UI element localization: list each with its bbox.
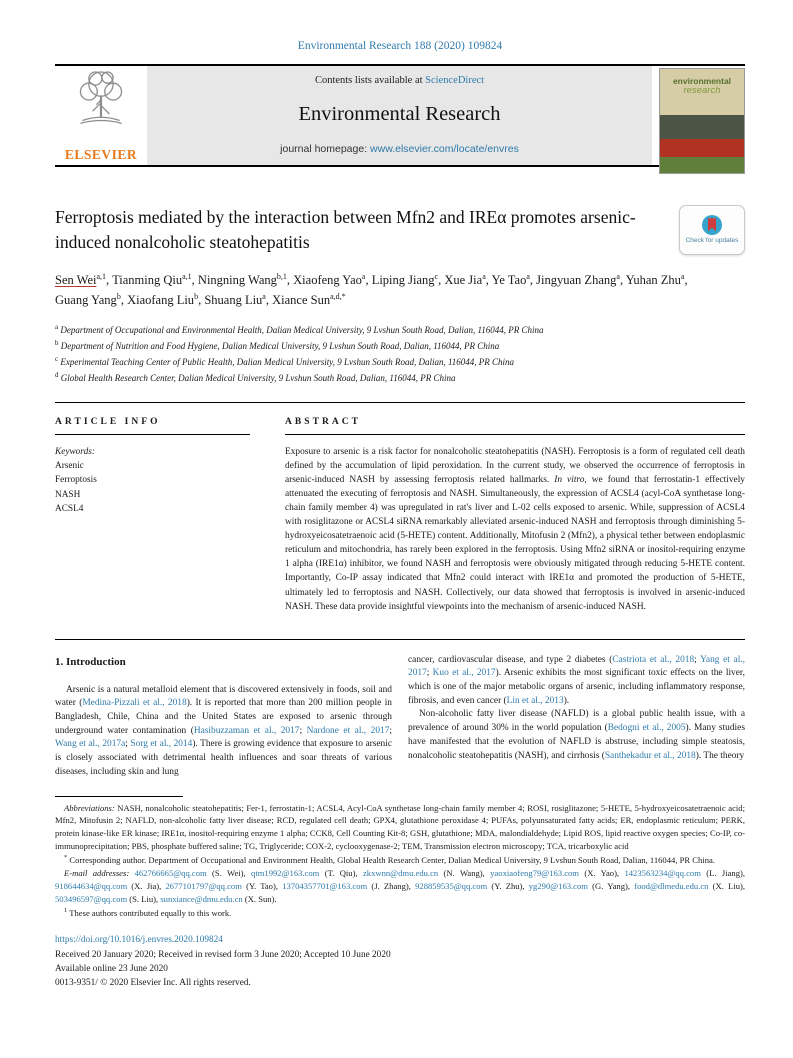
- article-footer: [55, 933, 745, 991]
- author: Ningning Wang$^{b,1}$,: [197, 271, 294, 287]
- text-segment: (L. Jiang),: [700, 867, 746, 878]
- cover-band-red: [660, 139, 744, 157]
- contents-text: Contents lists available at: [314, 75, 426, 86]
- journal-title: Environmental Research: [298, 103, 501, 125]
- email-link[interactable]: qtm1992@163.com: [251, 867, 320, 878]
- citation-link[interactable]: Castriota et al., 2018: [612, 654, 695, 665]
- text-segment: cancer, cardiovascular disease, and type 2 diabetes (: [408, 654, 613, 665]
- available-online: Available online 23 June 2020: [55, 964, 168, 975]
- citation-link[interactable]: Bedogni et al., 2005: [607, 723, 686, 734]
- section-heading-introduction: 1. Introduction: [55, 655, 126, 668]
- author: Shuang Liu$^a$,: [204, 291, 273, 307]
- email-link[interactable]: yaoxiaofeng79@163.com: [490, 867, 579, 878]
- author: Yuhan Zhu$^a$,: [625, 271, 688, 287]
- cover-band-green: [660, 157, 744, 173]
- keyword: NASH: [55, 489, 81, 500]
- email-list: [55, 868, 745, 904]
- text-segment: (S. Wei),: [206, 867, 252, 878]
- intro-right-column: [408, 654, 745, 780]
- doi-link[interactable]: https://doi.org/10.1016/j.envres.2020.109824: [55, 935, 223, 946]
- email-link[interactable]: 1423563234@qq.com: [624, 867, 701, 878]
- affiliation: $^c$ Experimental Teaching Center of Public Health, Dalian Medical University, 9 Lvshun South Road, Dalian, 116044, PR China: [55, 354, 515, 367]
- elsevier-wordmark: ELSEVIER: [64, 147, 138, 162]
- author: Xue Jia$^a$,: [444, 271, 492, 287]
- abstract-text: [285, 445, 745, 614]
- intro-paragraph: [408, 708, 745, 763]
- corresponding-author-note: [55, 853, 745, 867]
- article-info-rule: [55, 434, 250, 435]
- email-link[interactable]: 462766665@qq.com: [134, 867, 207, 878]
- author: Jingyuan Zhang$^a$,: [536, 271, 626, 287]
- abbreviations-label: Abbreviations:: [64, 802, 115, 813]
- author: Tianming Qiu$^{a,1}$,: [112, 271, 198, 287]
- text-segment: ;: [694, 654, 701, 665]
- text-segment: ;: [389, 725, 392, 736]
- check-updates-label: Check for updates: [685, 237, 739, 245]
- footnotes-section: [55, 796, 745, 920]
- masthead-center: [147, 66, 652, 165]
- article-info-heading: ARTICLE INFO: [55, 416, 161, 427]
- corresponding-author-marker: *: [64, 854, 68, 862]
- text-segment: (T. Qiu),: [319, 867, 363, 878]
- intro-left-column: [55, 654, 392, 780]
- article-title: Ferroptosis mediated by the interaction between Mfn2 and IREα promotes arsenic-induced nonalcoholic steatohepatitis: [55, 207, 636, 253]
- text-segment: (N. Wang),: [438, 867, 491, 878]
- keyword: ACSL4: [55, 504, 84, 515]
- abstract-text-segment: Exposure to arsenic is a risk factor for nonalcoholic steatohepatitis (NASH). Ferroptosis is a form of regulated cell death defined by the accumulation of lipid peroxidation. In the current study, we observed the occurrence of ferroptosis in arsenic-induced NASH by assessing ferroptosis related hallmarks.: [285, 446, 745, 485]
- affiliation: $^a$ Department of Occupational and Environmental Health, Dalian Medical University, 9 Lvshun South Road, Dalian, 116044, PR China: [55, 322, 544, 335]
- text-segment: ). The theory: [695, 750, 745, 761]
- text-segment: (X. Sun).: [242, 893, 277, 904]
- intro-paragraph: [55, 684, 392, 780]
- text-segment: (X. Liu),: [708, 880, 746, 891]
- journal-cover-thumbnail[interactable]: [659, 68, 745, 174]
- citation-link[interactable]: Medina-Pizzali et al., 2018: [82, 698, 187, 709]
- email-link[interactable]: 503496597@qq.com: [55, 893, 128, 904]
- text-segment: ;: [299, 725, 307, 736]
- keywords-label: Keywords:: [55, 446, 95, 457]
- footnote-divider: [55, 796, 183, 797]
- text-segment: Non-alcoholic fatty liver disease (NAFLD) is a global public health issue, with a prevalence of around 30% in the world population (: [408, 709, 745, 734]
- text-segment: ). Arsenic exhibits the most significant toxic effects on the liver, which is one of the major metabolic organs of arsenic, including inflammatory response, fibrosis, and even cancer (: [408, 668, 745, 706]
- cover-title-line1: environmental: [672, 76, 732, 86]
- homepage-label: journal homepage:: [280, 143, 371, 155]
- copyright-line: 0013-9351/ © 2020 Elsevier Inc. All rights reserved.: [55, 978, 251, 989]
- citation-link[interactable]: Sorg et al., 2014: [130, 739, 193, 750]
- keyword-list: [55, 459, 250, 517]
- email-addresses-note: [55, 867, 745, 906]
- contents-line: [147, 75, 652, 86]
- keyword: Ferroptosis: [55, 475, 97, 486]
- author: Ye Tao$^a$,: [491, 271, 537, 287]
- affiliation: $^d$ Global Health Research Center, Dalian Medical University, 9 Lvshun South Road, Dalian, 116044, PR China: [55, 370, 456, 383]
- email-addresses-label: E-mail addresses:: [64, 867, 130, 878]
- abstract-heading: ABSTRACT: [285, 416, 362, 427]
- equal-contribution-text: These authors contributed equally to this work.: [67, 907, 232, 918]
- cover-title: [660, 69, 744, 115]
- masthead: [55, 64, 745, 167]
- citation-link[interactable]: Kuo et al., 2017: [432, 668, 496, 679]
- author: Xiaofang Liu$^b$,: [127, 291, 205, 307]
- equal-contribution-note: [55, 906, 745, 920]
- citation-link[interactable]: Lin et al., 2013: [506, 695, 564, 706]
- email-link[interactable]: food@dlmedu.edu.cn: [634, 880, 709, 891]
- author: Sen Wei$^{a,1}$,: [55, 271, 113, 287]
- check-for-updates-button[interactable]: [679, 205, 745, 255]
- abbreviations-text: NASH, nonalcoholic steatohepatitis; Fer-1, ferrostatin-1; ACSL4, Acyl-CoA synthetase long-chain family member 4; ROSI, rosiglitazone; 5-HETE, 5-hydroxyeicosatetraenoic acid; Mfn2, Mitofusin 2; NAFLD, non-alcoholic fatty liver disease; RCD, regulated cell death; GPX4, glutathione peroxidase 4; PUFAs, polyunsaturated fatty acids; ER, endoplasmic reticulum; PERK, protein kinase-like ER kinase; IRE1α, inositol-requiring enzyme 1 alpha; CCK8, Cell Counting Kit-8; GSH, glutathione; MDA, malondialdehyde; Lipid ROS, lipid reactive oxygen species; Co-IP, co-immunoprecipitation; PBS, phosphate buffered saline; TG, Triglyceride; COX-2, cyclooxygenase-2; TEM, Transmission electron microscopy; TCA, tricarboxylic acid: [55, 802, 745, 852]
- sciencedirect-link[interactable]: ScienceDirect: [425, 75, 485, 86]
- author: Guang Yang$^b$,: [55, 291, 128, 307]
- citation-link[interactable]: Yang et al., 2017: [408, 654, 745, 679]
- text-segment: (G. Yang),: [587, 880, 635, 891]
- text-segment: ). It is reported that more than 200 million people in Bangladesh, Chile, China and the United States are exposed to arsenic through underground water contamination (: [55, 698, 392, 736]
- email-link[interactable]: 918644634@qq.com: [55, 880, 128, 891]
- text-segment: ). There is growing evidence that exposure to arsenic is closely associated with detrimental health influences and soar threats of various diseases, including skin and lung: [55, 739, 393, 777]
- elsevier-tree-icon: [73, 69, 129, 131]
- citation-link[interactable]: Nardone et al., 2017: [306, 725, 390, 736]
- email-link[interactable]: 928859535@qq.com: [415, 880, 488, 891]
- keyword: Arsenic: [55, 460, 84, 471]
- text-segment: (S. Liu),: [127, 893, 161, 904]
- text-segment: ).: [563, 695, 570, 706]
- info-abstract-section: [55, 402, 745, 640]
- journal-homepage-link[interactable]: www.elsevier.com/locate/envres: [370, 143, 519, 155]
- equal-contribution-marker: 1: [64, 906, 68, 914]
- email-link[interactable]: yg290@163.com: [528, 880, 588, 891]
- citation-link[interactable]: Hasibuzzaman et al., 2017: [193, 725, 300, 736]
- abstract-text-segment: In vitro: [554, 474, 585, 485]
- author: Xiance Sun$^{a,d,*}$: [272, 291, 346, 307]
- citation-link[interactable]: Santhekadur et al., 2018: [604, 750, 696, 761]
- text-segment: (J. Zhang),: [367, 880, 416, 891]
- affiliation: $^b$ Department of Nutrition and Food Hygiene, Dalian Medical University, 9 Lvshun South Road, Dalian, 116044, PR China: [55, 338, 500, 351]
- abstract-column: [285, 413, 745, 625]
- text-segment: (Y. Tao),: [241, 880, 283, 891]
- elsevier-logo[interactable]: [55, 66, 147, 165]
- cover-band-dark: [660, 115, 744, 139]
- author: Xiaofeng Yao$^a$,: [293, 271, 372, 287]
- email-link[interactable]: sunxiance@dmu.edu.cn: [160, 893, 243, 904]
- abbreviations-note: [55, 802, 745, 854]
- introduction-section: [55, 654, 745, 780]
- title-row: [55, 205, 745, 256]
- text-segment: (X. Jia),: [127, 880, 166, 891]
- corresponding-author-text: Corresponding author. Department of Occupational and Environment Health, Global Health Research Center, Dalian Medical University, 9 Lvshun South Road, Dalian, 116044, PR China.: [67, 854, 715, 865]
- homepage-line: [147, 143, 652, 155]
- intro-paragraph: [408, 654, 745, 709]
- article-info-column: [55, 413, 250, 625]
- affiliation-list: [55, 322, 745, 386]
- text-segment: (Y. Zhu),: [487, 880, 529, 891]
- text-segment: Arsenic is a natural metalloid element that is discovered extensively in foods, soil and water (: [55, 684, 392, 709]
- journal-citation-link[interactable]: Environmental Research 188 (2020) 109824: [297, 40, 503, 52]
- text-segment: ;: [426, 668, 433, 679]
- check-updates-icon: [702, 215, 722, 235]
- received-dates: Received 20 January 2020; Received in revised form 3 June 2020; Accepted 10 June 2020: [55, 949, 391, 960]
- text-segment: ;: [125, 739, 131, 750]
- abstract-text-segment: , we found that ferrostatin-1 effectively attenuated the executing of ferroptosis and NASH. Simultaneously, the expression of ACSL4 (acyl-CoA synthetase long-chain family member 4) was upregulated in rat's liver and L-02 cells exposed to arsenic. While, suppression of ACSL4 with rosiglitazone or ACSL4 siRNA remarkably alleviated arsenic-induced NASH and ferroptosis through diminishing 5-hydroxyeicosatetraenoic acid (5-HETE) content. Additionally, Mitofusin 2 (Mfn2), a physical tether between endoplasmic reticulum and mitochondria, has rarely been explored in the ferroptosis. Using Mfn2 siRNA or inositol-requiring enzyme 1 alpha (IRE1α) inhibitor, we found NASH and ferroptosis were obviously mitigated through reducing 5-HETE content. Importantly, Co-IP assay indicated that Mfn2 could interact with IRE1α and promoted the production of 5-HETE, ultimately led to ferroptosis and NASH. Collectively, our data showed that ferroptosis is involved in arsenic-induced NASH. These data provide insightful viewpoints into the mechanism of arsenic-induced NASH.: [285, 474, 745, 612]
- text-segment: ). Many studies have manifested that the evolution of NAFLD is abstruse, including simple steatosis, nonalcoholic steatohepatitis (NASH), and cirrhosis (: [408, 723, 745, 761]
- text-segment: (X. Yao),: [579, 867, 625, 878]
- author-list: [55, 270, 715, 310]
- abstract-rule: [285, 434, 745, 435]
- cover-title-line2: research: [683, 85, 721, 97]
- email-link[interactable]: zkxwnn@dmu.edu.cn: [362, 867, 439, 878]
- citation-link[interactable]: Wang et al., 2017a: [55, 739, 126, 750]
- email-link[interactable]: 2677101797@qq.com: [165, 880, 242, 891]
- email-link[interactable]: 13704357701@163.com: [282, 880, 368, 891]
- author: Liping Jiang$^c$,: [371, 271, 445, 287]
